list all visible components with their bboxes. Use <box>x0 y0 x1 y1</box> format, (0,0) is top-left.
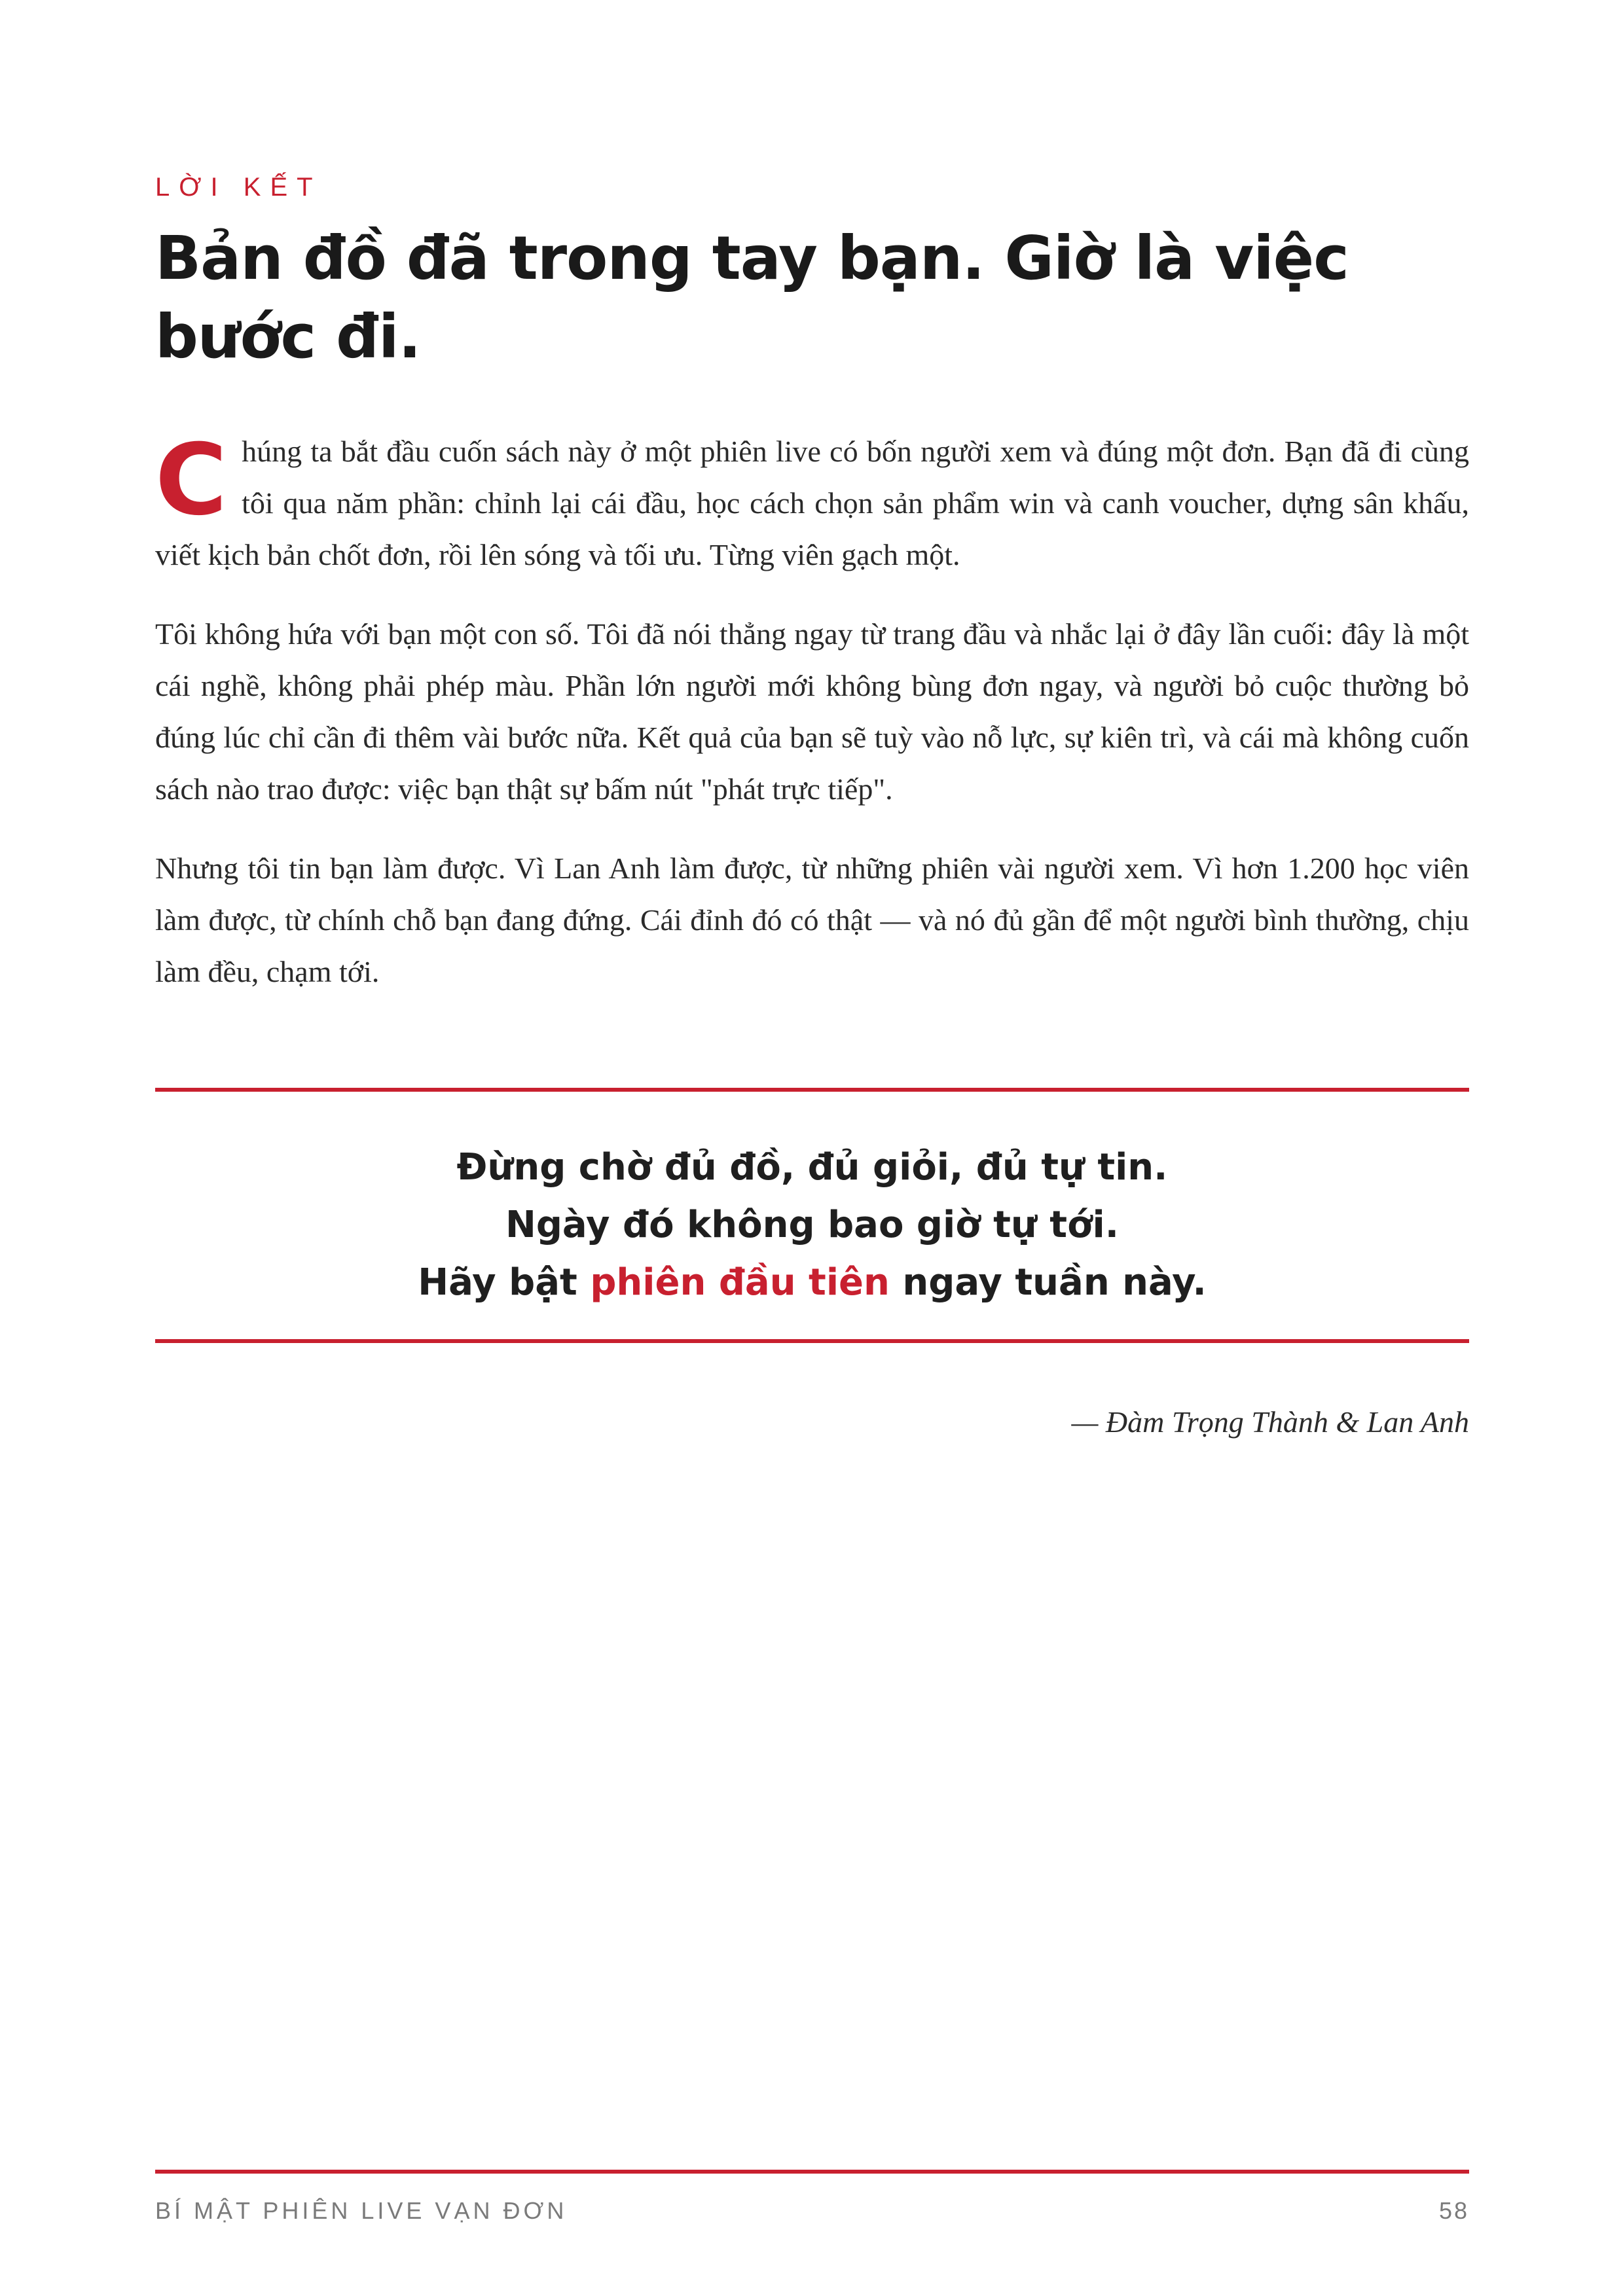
quote-line-2: Ngày đó không bao giờ tự tới. <box>505 1204 1120 1246</box>
quote-top-divider <box>155 1088 1469 1092</box>
section-label: LỜI KẾT <box>155 173 322 202</box>
paragraph-2: Tôi không hứa với bạn một con số. Tôi đã nói thẳng ngay từ trang đầu và nhắc lại ở đây lần cuối: đây là một cái nghề, không phải phép màu. Phần lớn người mới không bùng đơn ngay, và người bỏ cuộc thường bỏ đúng lúc chỉ cần đi thêm vài bước nữa. Kết quả của bạn sẽ tuỳ vào nỗ lực, sự kiên trì, và cái mà không cuốn sách nào trao được: việc bạn thật sự bấm nút "phát trực tiếp". <box>155 617 1469 806</box>
footer-book-title: BÍ MẬT PHIÊN LIVE VẠN ĐƠN <box>155 2197 568 2224</box>
paragraph-1 <box>155 425 1469 581</box>
quote-line-3 <box>155 1254 1469 1312</box>
quote-bottom-divider <box>155 1339 1469 1343</box>
pull-quote <box>155 1139 1469 1312</box>
quote-line-3-end: ngay tuần này. <box>889 1261 1207 1304</box>
body-text <box>155 425 1469 1025</box>
chapter-title: Bản đồ đã trong tay bạn. Giờ là việc bước đi. <box>155 223 1349 372</box>
paragraph-3: Nhưng tôi tin bạn làm được. Vì Lan Anh làm được, từ những phiên vài người xem. Vì hơn 1.200 học viên làm được, từ chính chỗ bạn đang đứng. Cái đỉnh đó có thật — và nó đủ gần để một người bình thường, chịu làm đều, chạm tới. <box>155 852 1469 988</box>
page-number: 58 <box>1438 2197 1469 2224</box>
quote-line-3-start: Hãy bật <box>418 1261 591 1304</box>
quote-highlight: phiên đầu tiên <box>590 1261 890 1304</box>
footer-divider <box>155 2170 1469 2174</box>
drop-cap: C <box>155 423 228 537</box>
paragraph-1-text: húng ta bắt đầu cuốn sách này ở một phiên live có bốn người xem và đúng một đơn. Bạn đã đi cùng tôi qua năm phần: chỉnh lại cái đầu, học cách chọn sản phẩm win và canh voucher, dựng sân khấu, viết kịch bản chốt đơn, rồi lên sóng và tối ưu. Từng viên gạch một. <box>155 435 1469 571</box>
author-signature: — Đàm Trọng Thành & Lan Anh <box>1071 1405 1469 1439</box>
quote-line-1: Đừng chờ đủ đồ, đủ giỏi, đủ tự tin. <box>456 1146 1168 1189</box>
